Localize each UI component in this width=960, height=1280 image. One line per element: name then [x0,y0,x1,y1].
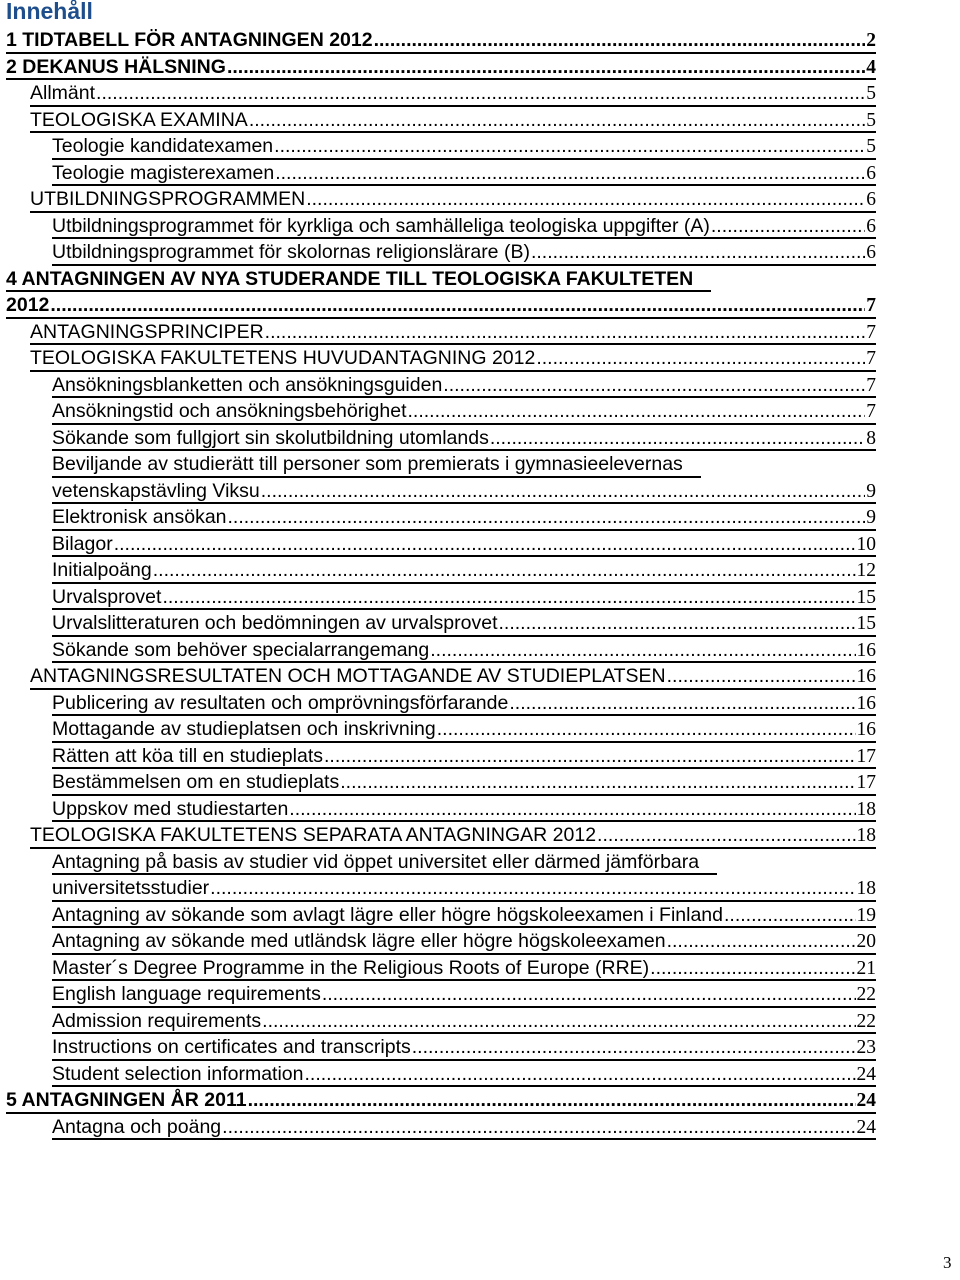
toc-entry-page: 5 [866,136,876,157]
toc-entry-text: Instructions on certificates and transcripts [52,1036,411,1058]
toc-entry[interactable] [0,160,960,187]
dot-leader [114,531,856,558]
toc-title: Innehåll [6,0,93,24]
dot-leader [509,690,855,717]
toc-entry-page: 7 [866,295,876,316]
toc-entry-text: Elektronisk ansökan [52,506,227,528]
toc-entry-text: ANTAGNINGSRESULTATEN OCH MOTTAGANDE AV STUDIEPLATSEN [30,665,666,687]
dot-leader [210,875,855,902]
toc-entry-text: Initialpoäng [52,559,152,581]
toc-entry-text-line1: Antagning på basis av studier vid öppet universitet eller därmed jämförbara [52,849,717,876]
toc-entry[interactable] [0,266,960,319]
toc-entry-page: 18 [856,878,876,899]
toc-entry-text: TEOLOGISKA FAKULTETENS HUVUDANTAGNING 2012 [30,347,536,369]
toc-entry-text: Mottagande av studieplatsen och inskrivning [52,718,436,740]
toc-entry[interactable] [0,743,960,770]
dot-leader [265,319,866,346]
toc-entry-text: universitetsstudier [52,877,210,899]
toc-entry-page: 10 [856,533,876,555]
toc-entry-page: 5 [866,83,876,104]
toc-entry[interactable] [0,1087,960,1114]
toc-entry[interactable] [0,955,960,982]
toc-entry-page: 7 [866,374,876,396]
toc-entry-text: Teologie magisterexamen [52,161,275,184]
dot-leader [498,610,855,637]
dot-leader [306,186,865,213]
toc-entry-text: Ansökningsblanketten och ansökningsguiden [52,373,443,396]
toc-entry-text: Uppskov med studiestarten [52,797,289,820]
dot-leader [374,27,866,54]
toc-entry-text: Publicering av resultaten och omprövningsförfarande [52,691,509,714]
toc-entry-text: 1 TIDTABELL FÖR ANTAGNINGEN 2012 [6,29,373,51]
toc-entry-page: 22 [856,1010,876,1032]
dot-leader [724,902,856,929]
toc-entry-page: 15 [856,586,876,608]
dot-leader [227,54,865,81]
toc-entry-page: 7 [866,348,876,369]
toc-entry[interactable] [0,584,960,611]
dot-leader [437,716,856,743]
toc-entry-page: 12 [856,560,876,581]
toc-entry-text: TEOLOGISKA EXAMINA [30,108,248,131]
toc-entry-page: 18 [856,798,876,820]
toc-entry-page: 16 [856,719,876,740]
dot-leader [711,213,865,240]
dot-leader [531,239,865,266]
toc-entry-page: 20 [856,931,876,952]
toc-entry-text: 2 DEKANUS HÄLSNING [6,55,226,78]
toc-entry-text: Admission requirements [52,1009,262,1032]
toc-entry-text: Antagning av sökande med utländsk lägre eller högre högskoleexamen [52,930,666,952]
toc-entry-text: Master´s Degree Programme in the Religious Roots of Europe (RRE) [52,956,650,979]
toc-entry[interactable] [0,822,960,849]
toc-entry-text-line1: Beviljande av studierätt till personer som premierats i gymnasieelevernas [52,451,701,478]
toc-entry-page: 15 [856,613,876,634]
toc-entry[interactable] [0,345,960,372]
toc-entry-page: 4 [866,56,876,78]
dot-leader [222,1114,855,1141]
toc-entry[interactable] [0,372,960,399]
toc-entry-page: 19 [856,904,876,926]
toc-entry[interactable] [0,1034,960,1061]
toc-entry-text: 5 ANTAGNINGEN ÅR 2011 [6,1089,247,1111]
toc-entry[interactable] [0,610,960,637]
toc-entry[interactable] [0,504,960,531]
toc-entry-page: 17 [856,772,876,793]
toc-entry[interactable] [0,107,960,134]
toc-entry[interactable] [0,1114,960,1141]
dot-leader [228,504,866,531]
toc-entry-text: Bilagor [52,532,113,555]
dot-leader [667,663,856,690]
toc-entry-page: 17 [856,745,876,767]
toc-entry[interactable] [0,239,960,266]
toc-entry[interactable] [0,80,960,107]
toc-entry-page: 16 [856,692,876,714]
toc-entry-page: 2 [866,30,876,51]
toc-entry-text: TEOLOGISKA FAKULTETENS SEPARATA ANTAGNINGAR 2012 [30,824,597,846]
toc-entry[interactable] [0,663,960,690]
toc-entry[interactable] [0,637,960,664]
toc-entry-text: Allmänt [30,82,96,104]
toc-entry-text: ANTAGNINGSPRINCIPER [30,320,264,343]
toc-entry-page: 9 [866,507,876,528]
toc-entry-page: 24 [856,1116,876,1138]
toc-entry[interactable] [0,849,960,902]
dot-leader [443,372,865,399]
toc-entry-text: Sökande som behöver specialarrangemang [52,638,430,661]
toc-entry[interactable] [0,531,960,558]
toc-entry[interactable] [0,319,960,346]
toc-entry-text: English language requirements [52,983,321,1005]
toc-entry[interactable] [0,769,960,796]
toc-entry-page: 6 [866,242,876,263]
toc-entry[interactable] [0,557,960,584]
toc-entry[interactable] [0,133,960,160]
toc-entry-page: 23 [856,1037,876,1058]
dot-leader [274,133,865,160]
toc-entry-page: 21 [856,957,876,979]
toc-entry-text: UTBILDNINGSPROGRAMMEN [30,188,306,210]
toc-entry-page: 24 [856,1063,876,1085]
toc-entry-text: Antagna och poäng [52,1115,222,1138]
toc-entry[interactable] [0,425,960,452]
dot-leader [667,928,856,955]
dot-leader [162,584,855,611]
dot-leader [153,557,856,584]
dot-leader [248,1087,856,1114]
toc-entry-text: Sökande som fullgjort sin skolutbildning utomlands [52,426,489,449]
toc-entry[interactable] [0,928,960,955]
toc-entry[interactable] [0,716,960,743]
toc-entry-text-line1: 4 ANTAGNINGEN AV NYA STUDERANDE TILL TEOLOGISKA FAKULTETEN [6,266,711,293]
dot-leader [324,743,856,770]
toc-entry[interactable] [0,981,960,1008]
toc-entry-page: 6 [866,189,876,210]
toc-entry-page: 22 [856,984,876,1005]
toc-entry[interactable] [0,27,960,54]
toc-entry-page: 16 [856,666,876,687]
dot-leader [275,160,865,187]
dot-leader [412,1034,856,1061]
dot-leader [322,981,856,1008]
toc-entry-text: Bestämmelsen om en studieplats [52,771,340,793]
page-number: 3 [943,1253,952,1272]
dot-leader [50,292,865,319]
toc-entry-text: Urvalslitteraturen och bedömningen av urvalsprovet [52,612,498,634]
toc-entry-text: Urvalsprovet [52,585,162,608]
toc-entry-page: 24 [856,1090,876,1111]
toc-entry-page: 7 [866,401,876,422]
toc-entry-text: Utbildningsprogrammet för kyrkliga och samhälleliga teologiska uppgifter (A) [52,214,710,237]
toc-entry[interactable] [0,451,960,504]
toc-entry-text: Student selection information [52,1062,304,1085]
toc-entry[interactable] [0,186,960,213]
toc-entry[interactable] [0,54,960,81]
toc-entry-text: Utbildningsprogrammet för skolornas religionslärare (B) [52,241,530,263]
toc-entry-text: 2012 [6,294,50,316]
toc-entry-page: 16 [856,639,876,661]
toc-entry[interactable] [0,398,960,425]
toc-entry-page: 18 [856,825,876,846]
toc-entry[interactable] [0,902,960,929]
dot-leader [536,345,865,372]
dot-leader [650,955,855,982]
toc-entry-page: 6 [866,215,876,237]
dot-leader [490,425,865,452]
dot-leader [249,107,865,134]
dot-leader [304,1061,855,1088]
toc-entry[interactable] [0,1061,960,1088]
dot-leader [289,796,855,823]
toc-entry-page: 5 [866,109,876,131]
toc-entry-text: Ansökningstid och ansökningsbehörighet [52,400,407,422]
dot-leader [597,822,855,849]
toc-entry[interactable] [0,690,960,717]
dot-leader [261,478,865,505]
dot-leader [262,1008,855,1035]
dot-leader [430,637,855,664]
toc-entry-text: Antagning av sökande som avlagt lägre eller högre högskoleexamen i Finland [52,903,723,926]
dot-leader [340,769,855,796]
toc-entry[interactable] [0,1008,960,1035]
toc-entry-page: 6 [866,162,876,184]
table-of-contents [0,27,960,1140]
toc-entry-text: Rätten att köa till en studieplats [52,744,323,767]
dot-leader [408,398,866,425]
toc-entry-text: Teologie kandidatexamen [52,135,274,157]
toc-entry-text: vetenskapstävling Viksu [52,479,260,502]
toc-entry-page: 7 [866,321,876,343]
toc-entry[interactable] [0,213,960,240]
toc-entry-page: 9 [866,480,876,502]
toc-entry-page: 8 [866,427,876,449]
toc-entry[interactable] [0,796,960,823]
dot-leader [96,80,865,107]
